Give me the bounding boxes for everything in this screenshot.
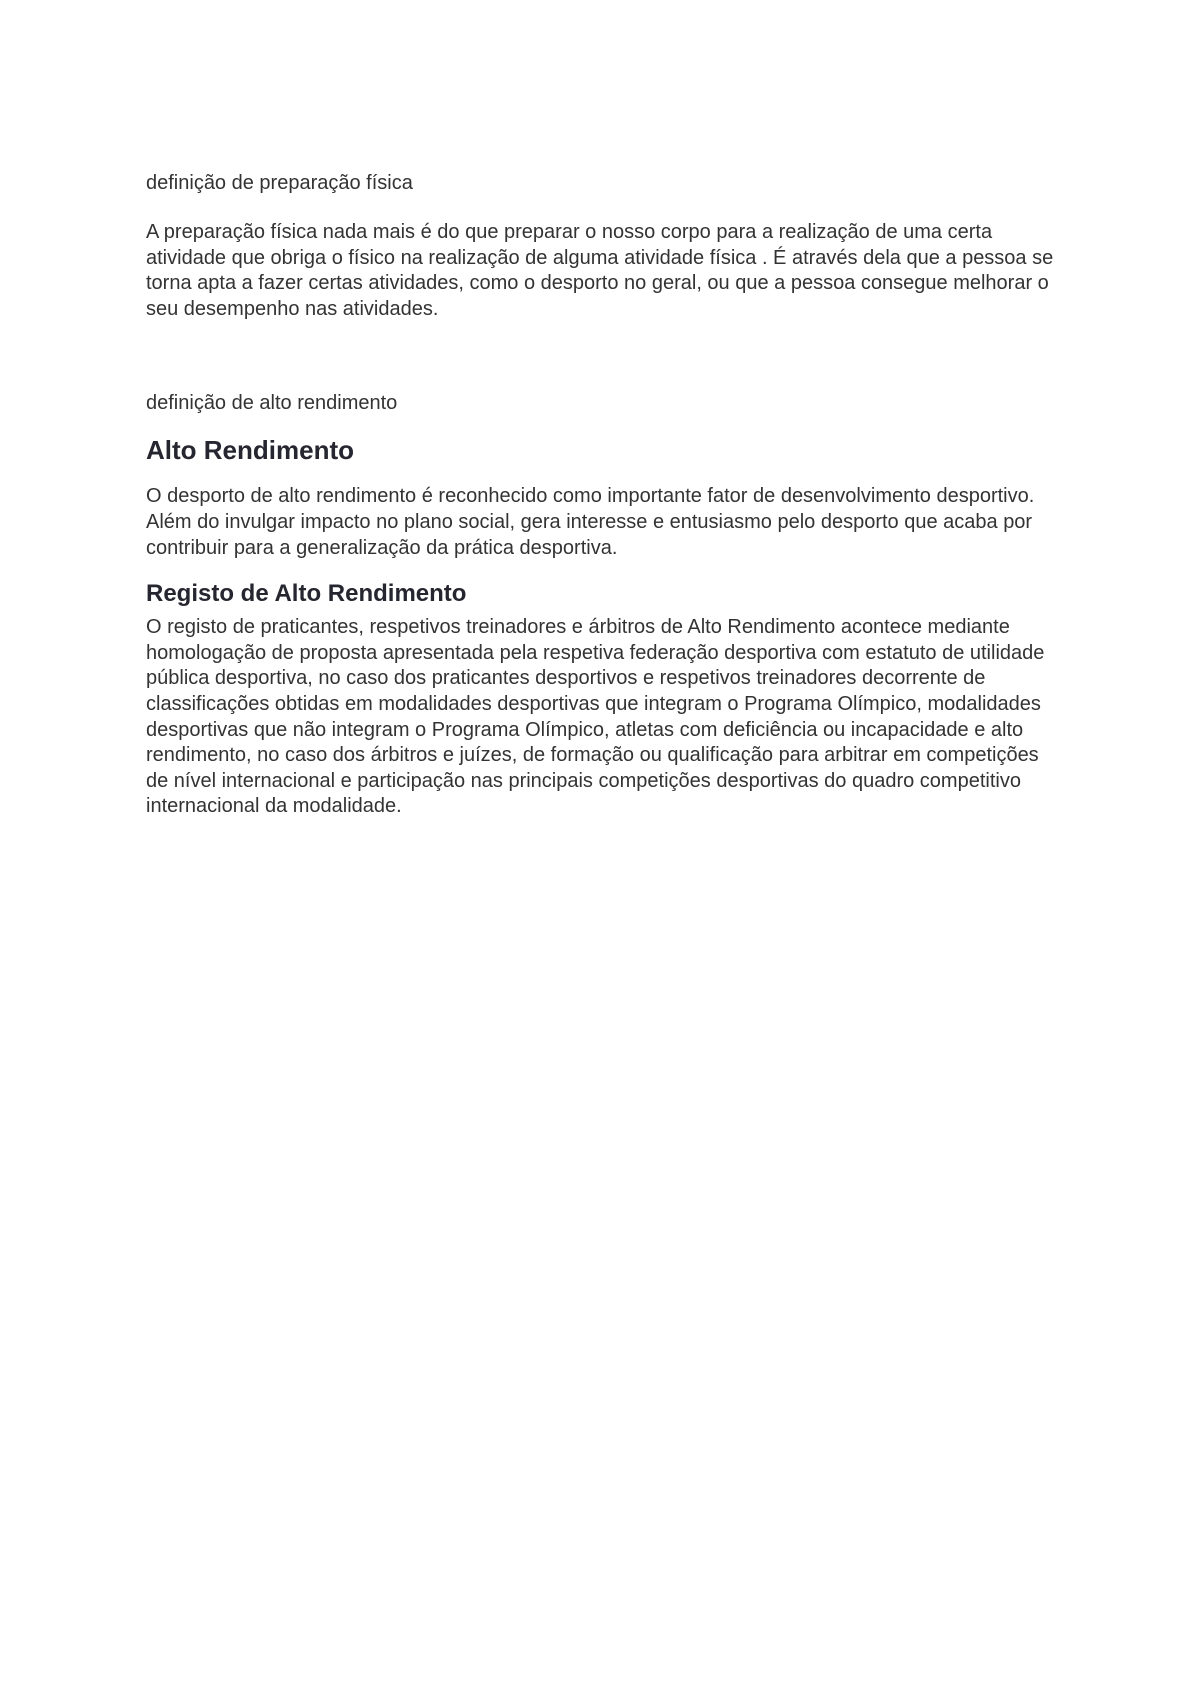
paragraph-preparacao-fisica: A preparação física nada mais é do que preparar o nosso corpo para a realização de uma certa atividade que obriga o físico na realização de alguma atividade física . É através dela que a pessoa se torna apta a fazer certas atividades, como o desporto no geral, ou que a pessoa consegue melhorar o seu desempenho nas atividades. <box>146 221 1054 320</box>
label-alto-rendimento: definição de alto rendimento <box>146 392 398 415</box>
heading-registo-alto-rendimento: Registo de Alto Rendimento <box>146 580 467 608</box>
heading-alto-rendimento: Alto Rendimento <box>146 435 354 466</box>
paragraph-registo-alto-rendimento: O registo de praticantes, respetivos treinadores e árbitros de Alto Rendimento acontece mediante homologação de proposta apresentada pela respetiva federação desportiva com estatuto de utilidade pública desportiva, no caso dos praticantes desportivos e respetivos treinadores decorrente de classificações obtidas em modalidades desportivas que integram o Programa Olímpico, modalidades desportivas que não integram o Programa Olímpico, atletas com deficiência ou incapacidade e alto rendimento, no caso dos árbitros e juízes, de formação ou qualificação para arbitrar em competições de nível internacional e participação nas principais competições desportivas do quadro competitivo internacional da modalidade. <box>146 616 1045 818</box>
label-preparacao-fisica: definição de preparação física <box>146 172 413 194</box>
paragraph-alto-rendimento: O desporto de alto rendimento é reconhecido como importante fator de desenvolvimento desportivo. Além do invulgar impacto no plano social, gera interesse e entusiasmo pelo desporto que acaba por contribuir para a generalização da prática desportiva. <box>146 485 1035 559</box>
document-body <box>146 170 1066 820</box>
